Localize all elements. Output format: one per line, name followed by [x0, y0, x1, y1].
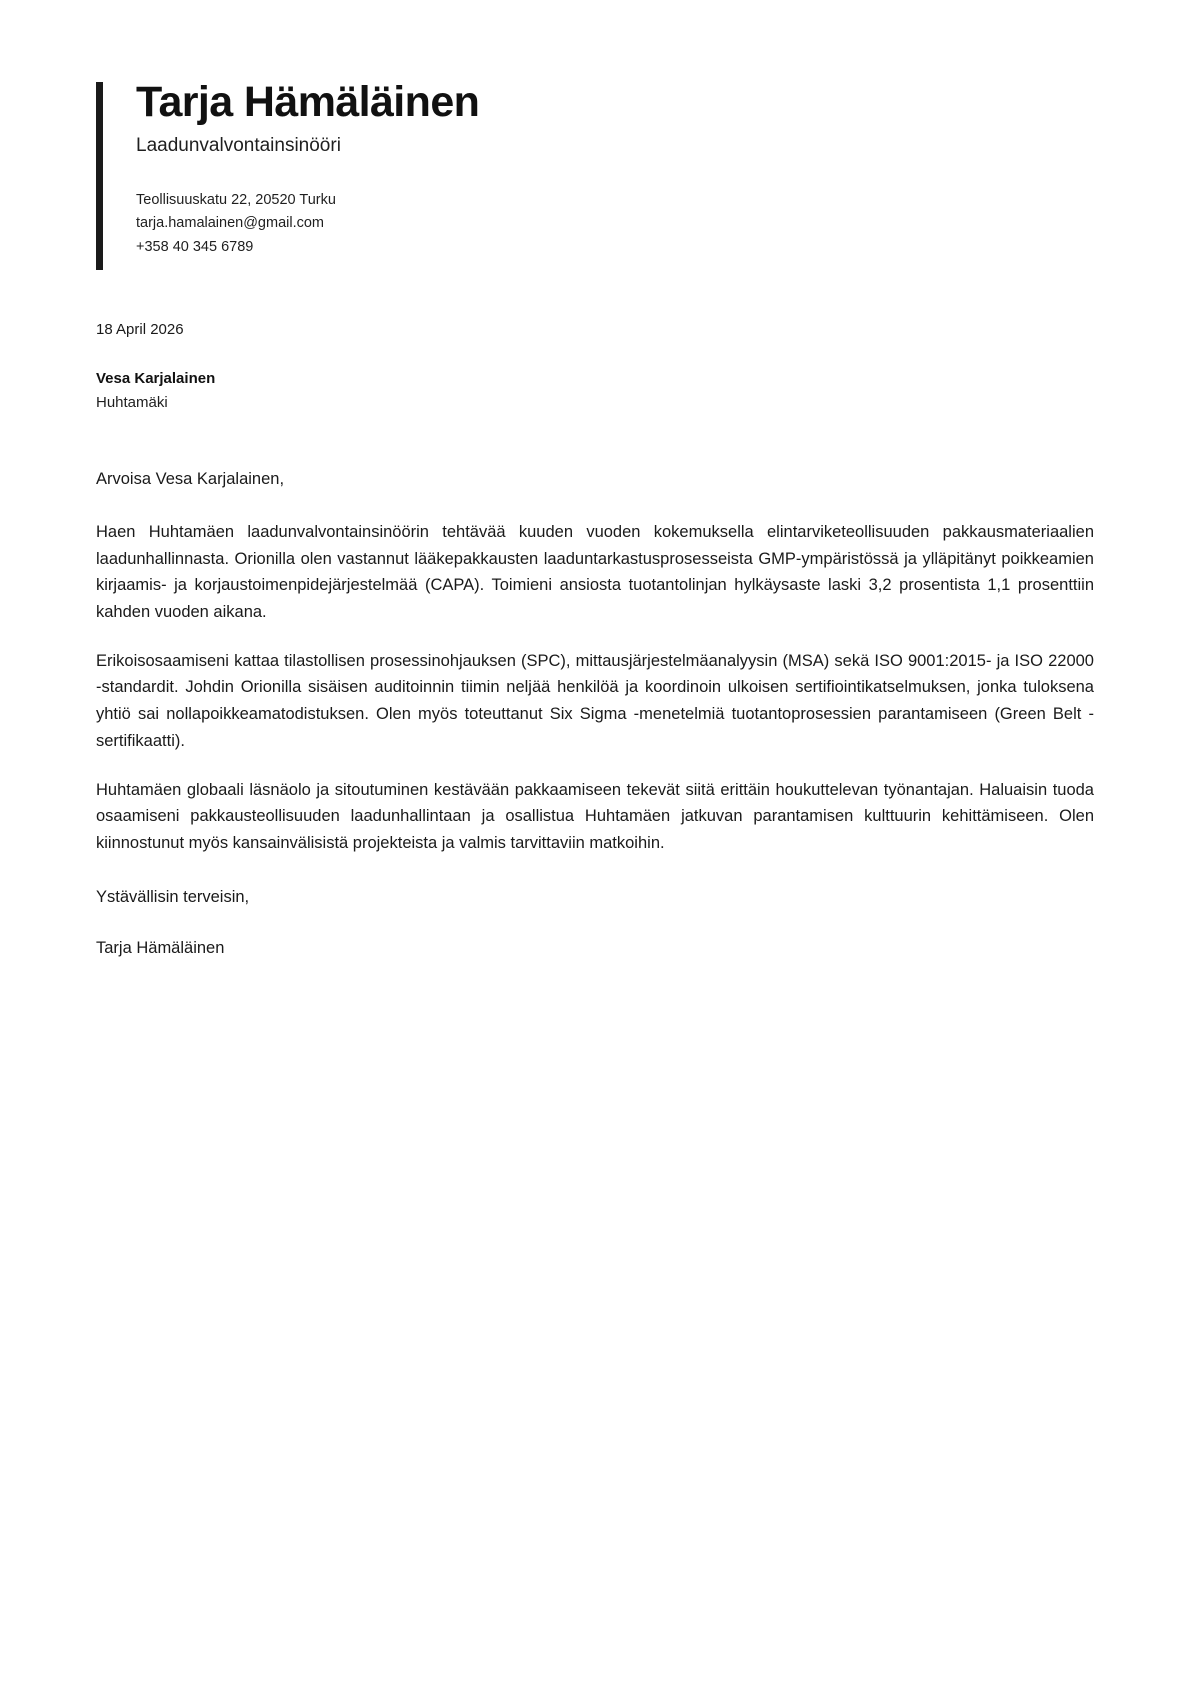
contact-phone[interactable]: +358 40 345 6789	[136, 238, 254, 255]
recipient-company: Huhtamäki	[96, 394, 168, 412]
body-paragraph-3: Huhtamäen globaali läsnäolo ja sitoutuminen kestävään pakkaamiseen tekevät siitä erittäin houkuttelevan työnantajan. Haluaisin tuoda osaamiseni pakkausteollisuuden laadunhallintaan ja osallistua Huhtamäen jatkuvan parantamisen kulttuurin kehittämiseen. Olen kiinnostunut myös kansainvälisistä projekteista ja valmis tarvittaviin matkoihin.	[96, 780, 1094, 853]
letter-body	[96, 467, 1094, 962]
signature: Tarja Hämäläinen	[96, 939, 225, 958]
job-title: Laadunvalvontainsinööri	[136, 135, 341, 157]
contact-block	[136, 189, 1094, 259]
closing: Ystävällisin terveisin,	[96, 887, 250, 906]
salutation: Arvoisa Vesa Karjalainen,	[96, 470, 285, 489]
letter-date: 18 April 2026	[96, 321, 184, 339]
page-title: Tarja Hämäläinen	[136, 78, 480, 126]
contact-address: Teollisuuskatu 22, 20520 Turku	[136, 191, 336, 208]
header-accent-bar	[96, 82, 103, 270]
recipient-name: Vesa Karjalainen	[96, 370, 216, 388]
body-paragraph-2: Erikoisosaamiseni kattaa tilastollisen prosessinohjauksen (SPC), mittausjärjestelmäanalyysin (MSA) sekä ISO 9001:2015- ja ISO 22000 -standardit. Johdin Orionilla sisäisen auditoinnin tiimin neljää henkilöä ja koordinoin ulkoisen sertifiointikatselmuksen, jonka tuloksena yhtiö sai nollapoikkeamatodistuksen. Olen myös toteuttanut Six Sigma -menetelmiä tuotantoprosessien parantamiseen (Green Belt -sertifikaatti).	[96, 651, 1094, 750]
letter-meta	[96, 321, 1094, 411]
letter-header	[96, 78, 1094, 259]
body-paragraph-1: Haen Huhtamäen laadunvalvontainsinöörin tehtävää kuuden vuoden kokemuksella elintarviketeollisuuden pakkausmateriaalien laadunhallinnasta. Orionilla olen vastannut lääkepakkausten laaduntarkastusprosesseista GMP-ympäristössä ja ylläpitänyt poikkeamien kirjaamis- ja korjaustoimenpidejärjestelmää (CAPA). Toimieni ansiosta tuotantolinjan hylkäysaste laski 3,2 prosentista 1,1 prosenttiin kahden vuoden aikana.	[96, 522, 1094, 622]
contact-email[interactable]: tarja.hamalainen@gmail.com	[136, 215, 324, 232]
